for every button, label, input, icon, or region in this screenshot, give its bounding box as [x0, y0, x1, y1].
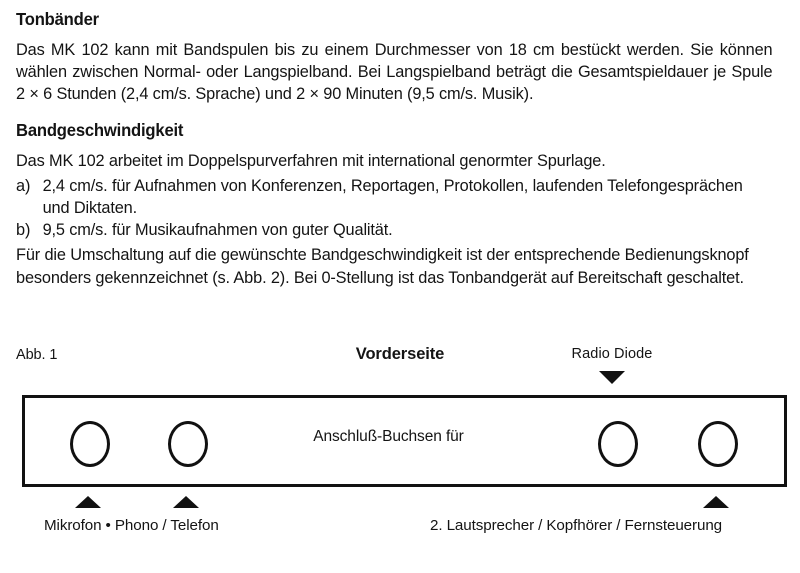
figure-number-label: Abb. 1: [16, 347, 58, 363]
socket-1: [70, 421, 110, 467]
front-panel-body: [22, 395, 787, 487]
callout-label-inputs: Mikrofon • Phono / Telefon: [44, 517, 219, 534]
list-item-label: 2,4 cm/s. für Aufnahmen von Konferenzen, Reportagen, Protokollen, laufenden Telefongesprächen und Diktaten.: [42, 175, 743, 218]
text-column: [16, 0, 784, 289]
figure-title: Vorderseite: [355, 345, 445, 363]
section-heading-tonbaender: Tonbänder: [16, 9, 99, 29]
socket-3: [598, 421, 638, 467]
list-item-marker: a): [16, 175, 31, 195]
section-heading-bandgeschwindigkeit: Bandgeschwindigkeit: [16, 119, 184, 140]
callout-label-outputs: 2. Lautsprecher / Kopfhörer / Fernsteuerung: [430, 517, 723, 534]
socket-2: [168, 421, 208, 467]
list-item: [16, 219, 772, 241]
triangle-down-icon: [599, 371, 625, 384]
paragraph-bandgeschwindigkeit: Das MK 102 arbeitet im Doppelspurverfahren mit international genormter Spurlage.: [16, 150, 606, 170]
triangle-up-icon: [173, 496, 199, 508]
triangle-up-icon: [75, 496, 101, 508]
paragraph-umschaltung: Für die Umschaltung auf die gewünschte Bandgeschwindigkeit ist der entsprechende Bedienungsknopf besonders gekennzeichnet (s. Abb. 2). Bei 0-Stellung ist das Tonbandgerät auf Bereitschaft geschaltet.: [16, 245, 749, 287]
socket-4: [698, 421, 738, 467]
callout-label-radio-diode: Radio Diode: [571, 346, 653, 362]
triangle-up-icon: [703, 496, 729, 508]
paragraph-tonbaender: Das MK 102 kann mit Bandspulen bis zu einem Durchmesser von 18 cm bestückt werden. Sie können wählen zwischen Normal- oder Langspielband. Bei Langspielband beträgt die Gesamtspieldauer je Spule 2 × 6 Stunden (2,4 cm/s. Sprache) und 2 × 90 Minuten (9,5 cm/s. Musik).: [16, 40, 773, 104]
list-item-label: 9,5 cm/s. für Musikaufnahmen von guter Qualität.: [42, 220, 393, 240]
list-item-marker: b): [16, 220, 31, 240]
list-item: [16, 175, 772, 219]
panel-center-label: Anschluß-Buchsen für: [313, 428, 464, 445]
